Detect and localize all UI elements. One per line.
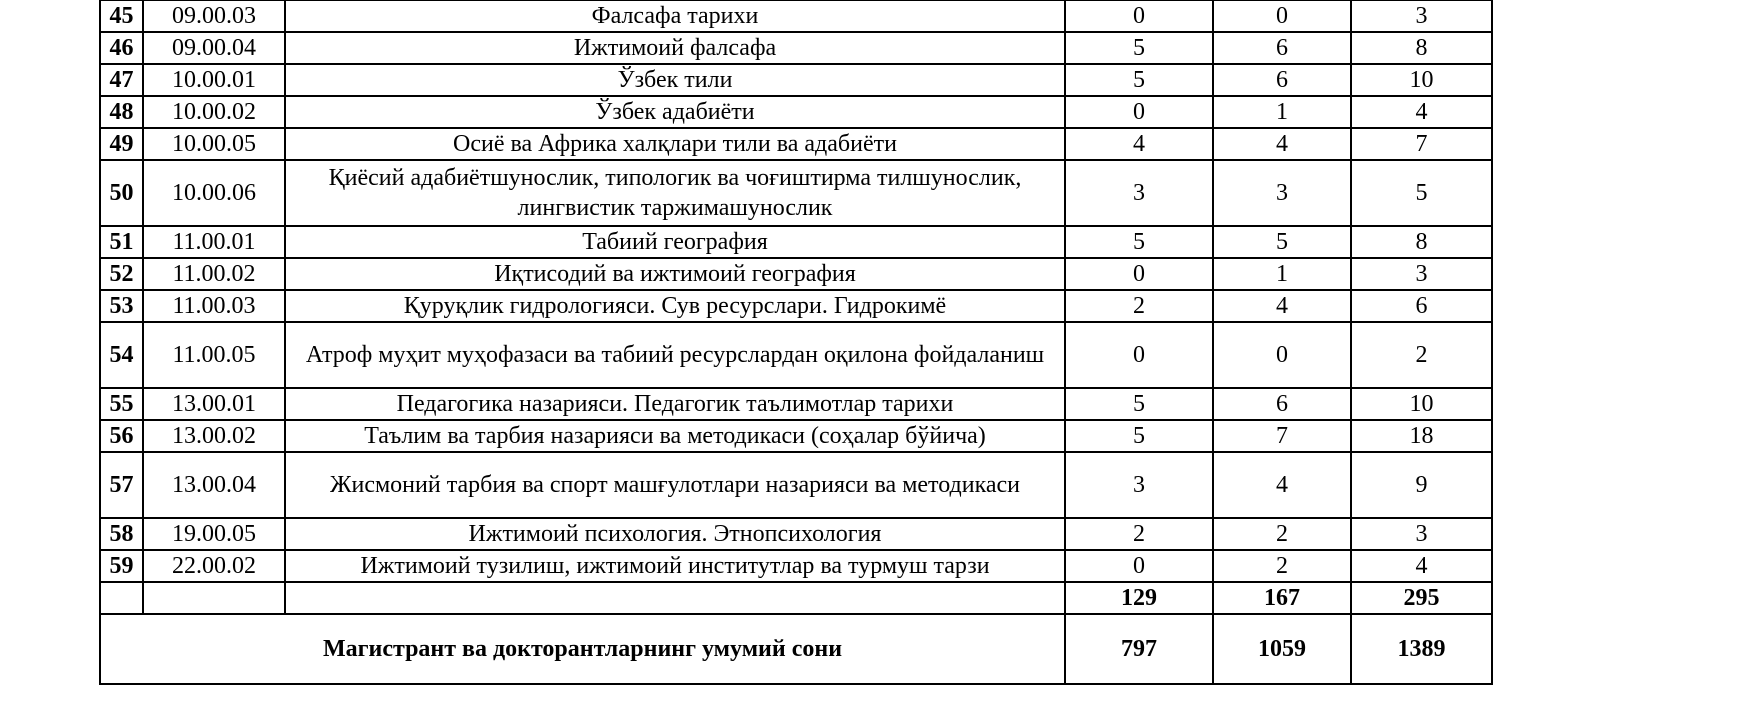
count-col-3: 8 <box>1351 226 1492 258</box>
count-col-1: 2 <box>1065 518 1213 550</box>
count-col-1: 4 <box>1065 128 1213 160</box>
specialty-code: 10.00.02 <box>143 96 285 128</box>
specialty-code: 19.00.05 <box>143 518 285 550</box>
count-col-3: 5 <box>1351 160 1492 226</box>
specialty-name: Қиёсий адабиётшунослик, типологик ва чоғиштирма тилшунослик, лингвистик таржимашунослик <box>285 160 1065 226</box>
specialty-code: 11.00.03 <box>143 290 285 322</box>
specialty-name: Ўзбек тили <box>285 64 1065 96</box>
row-number: 48 <box>100 96 143 128</box>
count-col-1: 3 <box>1065 160 1213 226</box>
specialty-code: 10.00.05 <box>143 128 285 160</box>
specialty-name: Жисмоний тарбия ва спорт машғулотлари назарияси ва методикаси <box>285 452 1065 518</box>
row-number: 59 <box>100 550 143 582</box>
row-number: 52 <box>100 258 143 290</box>
count-col-2: 4 <box>1213 452 1351 518</box>
specialty-code: 11.00.01 <box>143 226 285 258</box>
specialty-name: Таълим ва тарбия назарияси ва методикаси (соҳалар бўйича) <box>285 420 1065 452</box>
specialty-name: Табиий география <box>285 226 1065 258</box>
table-row <box>100 160 1492 226</box>
count-col-3: 7 <box>1351 128 1492 160</box>
specialty-code: 11.00.05 <box>143 322 285 388</box>
row-number: 58 <box>100 518 143 550</box>
specialty-code: 13.00.01 <box>143 388 285 420</box>
count-col-2: 6 <box>1213 388 1351 420</box>
count-col-1: 3 <box>1065 452 1213 518</box>
row-number: 57 <box>100 452 143 518</box>
specialty-code: 10.00.01 <box>143 64 285 96</box>
table-row <box>100 96 1492 128</box>
table-row <box>100 128 1492 160</box>
count-col-2: 6 <box>1213 64 1351 96</box>
row-number: 51 <box>100 226 143 258</box>
grand-total-row <box>100 614 1492 684</box>
count-col-2: 0 <box>1213 0 1351 32</box>
count-col-3: 10 <box>1351 64 1492 96</box>
count-col-2: 4 <box>1213 128 1351 160</box>
row-number: 46 <box>100 32 143 64</box>
specialty-code: 09.00.04 <box>143 32 285 64</box>
grand-total-col-2: 1059 <box>1213 614 1351 684</box>
table-row <box>100 388 1492 420</box>
count-col-3: 3 <box>1351 258 1492 290</box>
specialty-code: 13.00.04 <box>143 452 285 518</box>
specialty-name: Иқтисодий ва ижтимоий география <box>285 258 1065 290</box>
specialty-name: Ижтимоий тузилиш, ижтимоий институтлар ва турмуш тарзи <box>285 550 1065 582</box>
row-number: 50 <box>100 160 143 226</box>
count-col-2: 1 <box>1213 96 1351 128</box>
table-row <box>100 64 1492 96</box>
specialty-name: Ўзбек адабиёти <box>285 96 1065 128</box>
specialty-name: Ижтимоий фалсафа <box>285 32 1065 64</box>
table-row <box>100 420 1492 452</box>
grand-total-label: Магистрант ва докторантларнинг умумий сони <box>100 614 1065 684</box>
table-row <box>100 322 1492 388</box>
specialty-name: Осиё ва Африка халқлари тили ва адабиёти <box>285 128 1065 160</box>
count-col-3: 18 <box>1351 420 1492 452</box>
count-col-1: 0 <box>1065 322 1213 388</box>
count-col-1: 5 <box>1065 226 1213 258</box>
count-col-2: 2 <box>1213 518 1351 550</box>
row-number: 56 <box>100 420 143 452</box>
table-row <box>100 226 1492 258</box>
count-col-3: 10 <box>1351 388 1492 420</box>
count-col-3: 3 <box>1351 518 1492 550</box>
count-col-2: 1 <box>1213 258 1351 290</box>
count-col-2: 5 <box>1213 226 1351 258</box>
statistics-table <box>99 0 1493 685</box>
subtotal-row <box>100 582 1492 614</box>
specialty-code: 11.00.02 <box>143 258 285 290</box>
row-number: 45 <box>100 0 143 32</box>
specialty-name: Қуруқлик гидрологияси. Сув ресурслари. Гидрокимё <box>285 290 1065 322</box>
specialty-code: 13.00.02 <box>143 420 285 452</box>
empty-cell <box>100 582 143 614</box>
subtotal-col-1: 129 <box>1065 582 1213 614</box>
count-col-1: 0 <box>1065 550 1213 582</box>
count-col-3: 3 <box>1351 0 1492 32</box>
table-row <box>100 0 1492 32</box>
specialty-name: Фалсафа тарихи <box>285 0 1065 32</box>
table-row <box>100 452 1492 518</box>
count-col-3: 2 <box>1351 322 1492 388</box>
row-number: 53 <box>100 290 143 322</box>
row-number: 54 <box>100 322 143 388</box>
count-col-1: 0 <box>1065 0 1213 32</box>
count-col-1: 5 <box>1065 32 1213 64</box>
count-col-2: 2 <box>1213 550 1351 582</box>
table-row <box>100 32 1492 64</box>
count-col-2: 4 <box>1213 290 1351 322</box>
table-row <box>100 290 1492 322</box>
specialty-name: Ижтимоий психология. Этнопсихология <box>285 518 1065 550</box>
count-col-2: 3 <box>1213 160 1351 226</box>
count-col-1: 5 <box>1065 420 1213 452</box>
grand-total-col-3: 1389 <box>1351 614 1492 684</box>
row-number: 55 <box>100 388 143 420</box>
count-col-3: 9 <box>1351 452 1492 518</box>
count-col-2: 7 <box>1213 420 1351 452</box>
row-number: 49 <box>100 128 143 160</box>
grand-total-col-1: 797 <box>1065 614 1213 684</box>
subtotal-col-3: 295 <box>1351 582 1492 614</box>
empty-cell <box>143 582 285 614</box>
specialty-code: 09.00.03 <box>143 0 285 32</box>
count-col-3: 4 <box>1351 96 1492 128</box>
count-col-1: 2 <box>1065 290 1213 322</box>
count-col-3: 4 <box>1351 550 1492 582</box>
table-row <box>100 258 1492 290</box>
count-col-3: 8 <box>1351 32 1492 64</box>
count-col-1: 5 <box>1065 388 1213 420</box>
count-col-3: 6 <box>1351 290 1492 322</box>
table-row <box>100 550 1492 582</box>
count-col-2: 6 <box>1213 32 1351 64</box>
empty-cell <box>285 582 1065 614</box>
specialty-code: 22.00.02 <box>143 550 285 582</box>
subtotal-col-2: 167 <box>1213 582 1351 614</box>
row-number: 47 <box>100 64 143 96</box>
count-col-1: 0 <box>1065 96 1213 128</box>
specialty-code: 10.00.06 <box>143 160 285 226</box>
table-row <box>100 518 1492 550</box>
count-col-1: 5 <box>1065 64 1213 96</box>
count-col-1: 0 <box>1065 258 1213 290</box>
specialty-name: Педагогика назарияси. Педагогик таълимотлар тарихи <box>285 388 1065 420</box>
specialty-name: Атроф муҳит муҳофазаси ва табиий ресурслардан оқилона фойдаланиш <box>285 322 1065 388</box>
count-col-2: 0 <box>1213 322 1351 388</box>
